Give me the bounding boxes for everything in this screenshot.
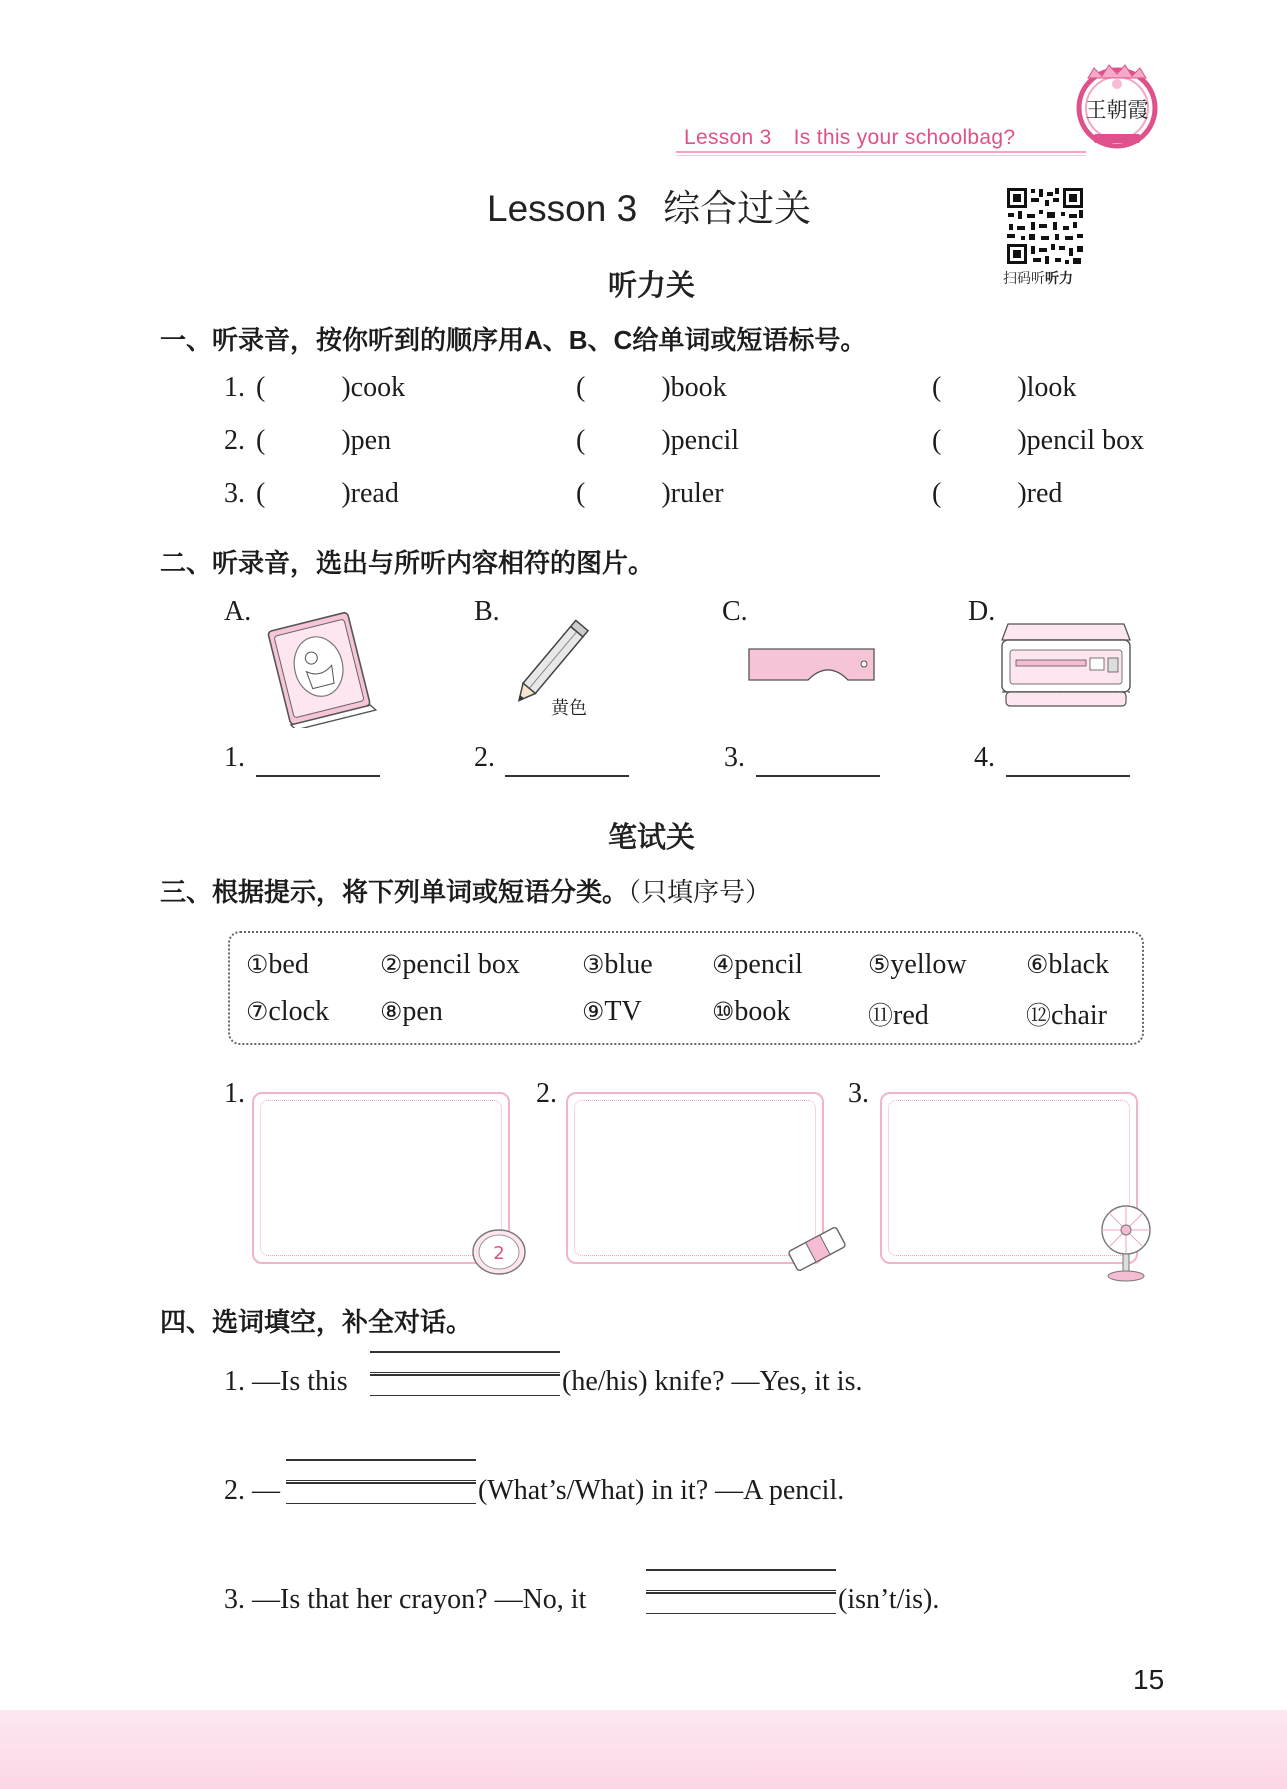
clock-icon: [470, 1226, 528, 1278]
word-bank-item: [246, 949, 309, 981]
pencil-color-note: 黄色: [551, 698, 587, 719]
category-3-label: 3.: [848, 1078, 869, 1109]
word-text: black: [1048, 949, 1110, 980]
q2-answer-1-blank[interactable]: [256, 775, 380, 777]
q2-answer-2-blank[interactable]: [505, 775, 629, 777]
q1-word: read: [350, 478, 399, 509]
word-text: blue: [604, 949, 653, 980]
q1-row-2-item-3[interactable]: ( )pencil box: [932, 425, 1145, 456]
q1-row-1-item-3[interactable]: ( )look: [932, 372, 1077, 403]
q1-word: look: [1026, 372, 1077, 403]
q1-row-2-item-1[interactable]: ( )pen: [256, 425, 392, 456]
q1-word: ruler: [670, 478, 724, 509]
word-mark: ⑧: [380, 997, 403, 1026]
q3-heading: [160, 872, 771, 909]
q1-word: pencil: [670, 425, 740, 456]
q2-answer-1-label: 1.: [224, 742, 245, 773]
q1-row-2-item-2[interactable]: ( )pencil: [576, 425, 740, 456]
word-bank-item: [868, 949, 967, 981]
q1-row-1-item-2[interactable]: ( )book: [576, 372, 727, 403]
q2-answer-3-label: 3.: [724, 742, 745, 773]
word-text: book: [734, 996, 791, 1027]
dialog-3-before: —Is that her crayon? —No, it: [252, 1584, 587, 1615]
dialog-1-after: (he/his) knife? —Yes, it is.: [562, 1366, 863, 1397]
q2-answer-3-blank[interactable]: [756, 775, 880, 777]
header-rule-thin: [676, 155, 1086, 156]
q1-word: book: [670, 372, 727, 403]
word-text: pencil box: [402, 949, 520, 980]
q2-answer-4-blank[interactable]: [1006, 775, 1130, 777]
svg-text:2: 2: [493, 1243, 505, 1264]
q4-heading: 四、选词填空，补全对话。: [160, 1307, 473, 1337]
q3-heading-text: 三、根据提示，将下列单词或短语分类。: [160, 877, 629, 907]
dialog-1-number: 1.: [224, 1366, 245, 1397]
word-text: TV: [604, 996, 642, 1027]
q1-word: red: [1026, 478, 1063, 509]
dialog-3-prompt: [224, 1584, 586, 1616]
word-bank-item: [380, 949, 520, 981]
brand-logo: [1072, 62, 1162, 150]
qr-caption: [1003, 268, 1073, 288]
dialog-3-after: (isn’t/is).: [838, 1584, 940, 1615]
dialog-2-after: (What’s/What) in it? —A pencil.: [478, 1475, 845, 1506]
listening-section-heading: 听力关: [608, 270, 696, 302]
word-mark: ⑥: [1026, 950, 1049, 979]
word-mark: ①: [246, 950, 269, 979]
word-bank-item: [712, 996, 790, 1028]
dialog-3-number: 3.: [224, 1584, 245, 1615]
dialog-2-number: 2.: [224, 1475, 245, 1506]
word-text: bed: [268, 949, 309, 980]
word-bank-item: [1026, 996, 1107, 1032]
running-header: [684, 126, 1015, 150]
dialog-1-prompt: [224, 1366, 348, 1398]
qr-caption-scan: 扫码听: [1003, 270, 1045, 286]
word-bank-item: [1026, 949, 1109, 981]
notebook-picture: [256, 608, 386, 728]
word-bank-item: [380, 996, 443, 1028]
fan-icon: [1098, 1204, 1154, 1284]
picture-d-label: D.: [968, 596, 996, 627]
dialog-1-before: —Is this: [252, 1366, 348, 1397]
word-text: pencil: [734, 949, 803, 980]
q1-row-3-item-3[interactable]: ( )red: [932, 478, 1063, 509]
q1-word: cook: [350, 372, 406, 403]
picture-a-label: A.: [224, 596, 252, 627]
word-bank-item: [712, 949, 803, 981]
ruler-picture: [748, 648, 876, 682]
header-subtitle: Is this your schoolbag?: [793, 126, 1016, 149]
logo-text: 王朝霞: [1085, 98, 1149, 122]
word-text: chair: [1051, 1000, 1107, 1031]
word-mark: ⑨: [582, 997, 605, 1026]
word-mark: ②: [380, 950, 403, 979]
q1-row-1-item-1[interactable]: ( )cook: [256, 372, 406, 403]
dialog-2-answer-lines[interactable]: [286, 1459, 476, 1504]
title-lesson: Lesson 3: [487, 188, 638, 229]
word-bank-item: [582, 996, 642, 1028]
q3-heading-note: （只填序号）: [628, 878, 772, 907]
dialog-1-answer-lines[interactable]: [370, 1351, 560, 1396]
word-text: red: [893, 1000, 929, 1031]
dialog-3-answer-lines[interactable]: [646, 1569, 836, 1614]
header-rule: [676, 151, 1086, 153]
word-mark: ⑤: [868, 950, 891, 979]
title-chinese: 综合过关: [663, 188, 812, 229]
q1-word: pencil box: [1026, 425, 1145, 456]
q2-answer-2-label: 2.: [474, 742, 495, 773]
page-number: 15: [1133, 1664, 1165, 1695]
eraser-icon: [784, 1224, 850, 1274]
q2-answer-4-label: 4.: [974, 742, 995, 773]
qr-caption-listen: 听力: [1045, 270, 1073, 286]
q2-heading: 二、听录音，选出与所听内容相符的图片。: [160, 548, 655, 578]
page-title: [487, 178, 811, 232]
word-mark: ④: [712, 950, 735, 979]
word-mark: ③: [582, 950, 605, 979]
word-bank-item: [582, 949, 653, 981]
q1-row-2-number: 2.: [224, 425, 245, 456]
dialog-2-before: —: [252, 1475, 280, 1506]
category-2-label: 2.: [536, 1078, 557, 1109]
q1-row-3-item-1[interactable]: ( )read: [256, 478, 399, 509]
word-mark: ⑦: [246, 997, 269, 1026]
writing-section-heading: 笔试关: [608, 822, 696, 854]
q1-word: pen: [350, 425, 392, 456]
word-text: pen: [402, 996, 443, 1027]
header-lesson: Lesson 3: [684, 126, 772, 149]
q1-row-3-item-2[interactable]: ( )ruler: [576, 478, 724, 509]
word-bank: [228, 931, 1144, 1045]
qr-code[interactable]: [1005, 186, 1085, 266]
word-bank-item: [246, 996, 329, 1028]
word-mark: ⑩: [712, 997, 735, 1026]
pencil-box-picture: [998, 620, 1134, 712]
footer-band: [0, 1710, 1287, 1789]
q1-row-1-number: 1.: [224, 372, 245, 403]
word-bank-item: [868, 996, 929, 1032]
q1-row-3-number: 3.: [224, 478, 245, 509]
dialog-2-prompt: [224, 1475, 280, 1507]
q1-heading: 一、听录音，按你听到的顺序用A、B、C给单词或短语标号。: [160, 325, 867, 355]
word-text: clock: [268, 996, 330, 1027]
picture-b-label: B.: [474, 596, 500, 627]
category-1-label: 1.: [224, 1078, 245, 1109]
word-text: yellow: [890, 949, 967, 980]
word-mark: ⑫: [1026, 1001, 1052, 1030]
picture-c-label: C.: [722, 596, 748, 627]
word-mark: ⑪: [868, 1001, 894, 1030]
